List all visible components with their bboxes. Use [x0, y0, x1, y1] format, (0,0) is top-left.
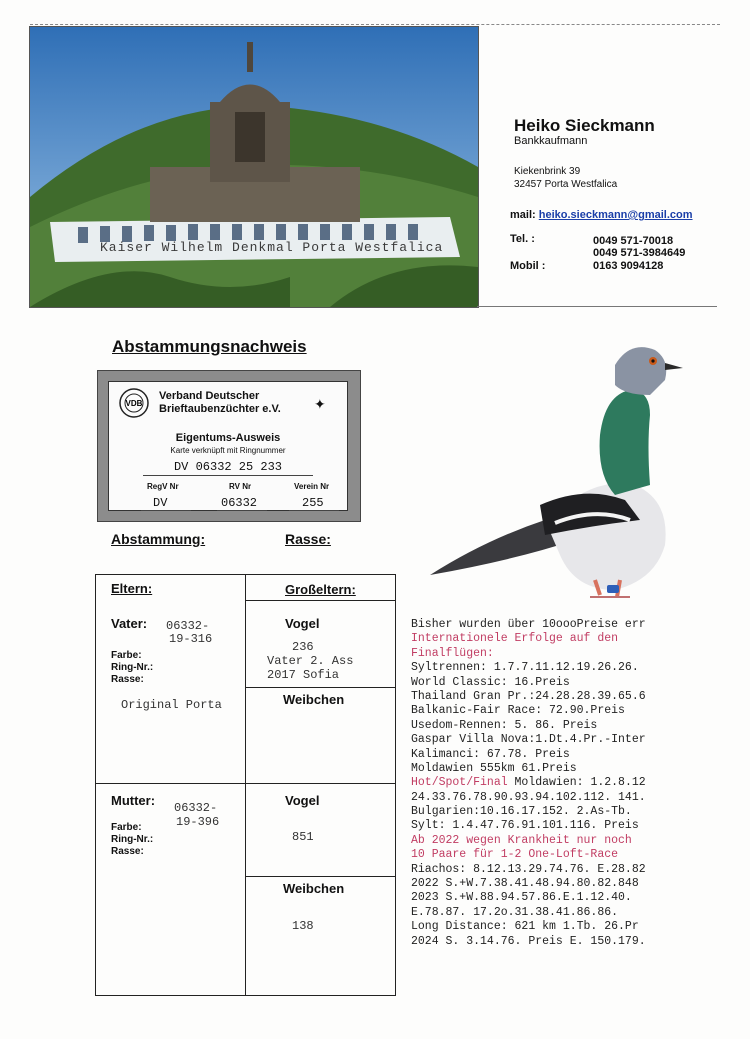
- mutter-ring-label: Ring-Nr.:: [111, 834, 154, 845]
- verein-value: 255: [302, 496, 324, 510]
- mutter-weibchen-label: Weibchen: [283, 881, 345, 896]
- vater-farbe-label: Farbe:: [111, 650, 142, 661]
- verband-logo-icon: [119, 388, 149, 418]
- result-line: 2022 S.+W.7.38.41.48.94.80.82.848: [411, 877, 639, 891]
- contact-address: [514, 165, 617, 191]
- mutter-rasse-label: Rasse:: [111, 846, 144, 857]
- result-line: 2023 S.+W.88.94.57.86.E.1.12.40.: [411, 891, 632, 905]
- vater-rasse-value: Original Porta: [121, 698, 222, 712]
- verein-underline: [289, 510, 339, 511]
- result-line: 10 Paare für 1-2 One-Loft-Race: [411, 848, 619, 862]
- result-line: Internationele Erfolge auf den: [411, 632, 619, 646]
- result-line: Long Distance: 621 km 1.Tb. 26.Pr: [411, 920, 639, 934]
- card-separator: [143, 475, 313, 476]
- mutter-ring-1: 06332-: [174, 801, 218, 815]
- result-line: Syltrennen: 1.7.7.11.12.19.26.26.: [411, 661, 639, 675]
- monument-photo: [29, 26, 479, 308]
- rv-label: RV Nr: [229, 482, 252, 491]
- regv-underline: [141, 510, 191, 511]
- result-line: [411, 776, 719, 790]
- vater-ring-1: 06332-: [166, 619, 210, 633]
- tel-label: Tel. :: [510, 233, 535, 245]
- result-line: Balkanic-Fair Race: 72.90.Preis: [411, 704, 625, 718]
- ownership-card-inner: [108, 381, 348, 511]
- photo-caption: Kaiser Wilhelm Denkmal Porta Westfalica: [100, 240, 444, 255]
- mutter-farbe-label: Farbe:: [111, 822, 142, 833]
- vater-weibchen-label: Weibchen: [283, 692, 345, 707]
- result-rest: Moldawien: 1.2.8.12: [507, 776, 646, 790]
- mail-row: [510, 209, 693, 221]
- card-title: Eigentums-Ausweis: [175, 432, 281, 444]
- results-list: [411, 618, 719, 949]
- top-divider: [30, 24, 720, 25]
- result-line: 24.33.76.78.90.93.94.102.112. 141.: [411, 790, 646, 804]
- address-street: Kiekenbrink 39: [514, 166, 581, 177]
- mutter-vogel-number: 851: [292, 830, 314, 844]
- mutter-vogel-line: [245, 876, 395, 877]
- pedigree-parents-split: [95, 783, 395, 784]
- mutter-label: Mutter:: [111, 793, 156, 808]
- vater-vogel-line: [245, 687, 395, 688]
- mobil-label: Mobil :: [510, 260, 546, 272]
- card-divider: [477, 306, 717, 307]
- result-line: Gaspar Villa Nova:1.Dt.4.Pr.-Inter: [411, 733, 646, 747]
- regv-label: RegV Nr: [147, 482, 179, 491]
- pigeon-small-icon: ✦: [314, 396, 326, 412]
- rasse-label: Rasse:: [285, 531, 331, 547]
- mobil-number: 0163 9094128: [593, 260, 664, 272]
- grosseltern-header-line: [245, 600, 395, 601]
- org-name-line1: Verband Deutscher: [159, 390, 260, 402]
- result-line: Sylt: 1.4.47.76.91.101.116. Preis: [411, 819, 639, 833]
- tel-number-2: 0049 571-3984649: [593, 247, 686, 259]
- eltern-header: Eltern:: [111, 581, 153, 596]
- mutter-weibchen-number: 138: [292, 919, 314, 933]
- page-title: Abstammungsnachweis: [112, 337, 307, 356]
- card-subtitle: Karte verknüpft mit Ringnummer: [170, 446, 286, 455]
- mutter-ring-2: 19-396: [176, 815, 220, 829]
- tel-numbers: [593, 235, 685, 259]
- vater-rasse-label: Rasse:: [111, 674, 144, 685]
- result-line: E.78.87. 17.2o.31.38.41.86.86.: [411, 905, 619, 919]
- result-line: World Classic: 16.Preis: [411, 675, 570, 689]
- result-line: Ab 2022 wegen Krankheit nur noch: [411, 833, 632, 847]
- result-line: Thailand Gran Pr.:24.28.28.39.65.6: [411, 689, 646, 703]
- mutter-vogel-label: Vogel: [285, 793, 320, 808]
- result-line: Finalflügen:: [411, 646, 494, 660]
- contact-name: Heiko Sieckmann: [514, 116, 655, 135]
- result-line: 2024 S. 3.14.76. Preis E. 150.179.: [411, 934, 646, 948]
- tel-number-1: 0049 571-70018: [593, 235, 674, 247]
- vater-ring-label: Ring-Nr.:: [111, 662, 154, 673]
- result-line: Kalimanci: 67.78. Preis: [411, 747, 570, 761]
- rv-underline: [217, 510, 267, 511]
- pigeon-photo: [425, 335, 697, 600]
- logo-text: VDB: [125, 399, 143, 408]
- card-ring-number: DV 06332 25 233: [173, 460, 283, 474]
- vater-vogel-label: Vogel: [285, 616, 320, 631]
- regv-value: DV: [153, 496, 168, 510]
- address-city: 32457 Porta Westfalica: [514, 179, 618, 190]
- result-line: Riachos: 8.12.13.29.74.76. E.28.82: [411, 862, 646, 876]
- verein-label: Verein Nr: [294, 482, 330, 491]
- rv-value: 06332: [221, 496, 258, 510]
- org-name-line2: Brieftaubenzüchter e.V.: [159, 403, 281, 415]
- vater-details: [111, 650, 153, 686]
- grosseltern-header: Großeltern:: [285, 582, 356, 597]
- vater-label: Vater:: [111, 616, 148, 631]
- mail-label: mail:: [510, 209, 536, 221]
- result-line: Bulgarien:10.16.17.152. 2.As-Tb.: [411, 805, 632, 819]
- result-line: Usedom-Rennen: 5. 86. Preis: [411, 718, 598, 732]
- contact-profession: Bankkaufmann: [514, 135, 588, 147]
- abstammung-label: Abstammung:: [111, 531, 206, 547]
- result-line: Moldawien 555km 61.Preis: [411, 761, 577, 775]
- vater-vogel-number: 236: [292, 640, 314, 654]
- result-highlight: Hot/Spot/Final: [411, 776, 508, 790]
- mutter-details: [111, 822, 153, 858]
- vater-vogel-note-2: 2017 Sofia: [267, 668, 340, 682]
- vater-ring-2: 19-316: [169, 632, 213, 646]
- vater-vogel-note-1: Vater 2. Ass: [267, 654, 354, 668]
- pedigree-divider: [245, 574, 246, 995]
- result-line: Bisher wurden über 10oooPreise err: [411, 618, 646, 631]
- ownership-card: [97, 370, 361, 522]
- mail-link[interactable]: heiko.sieckmann@gmail.com: [538, 209, 693, 221]
